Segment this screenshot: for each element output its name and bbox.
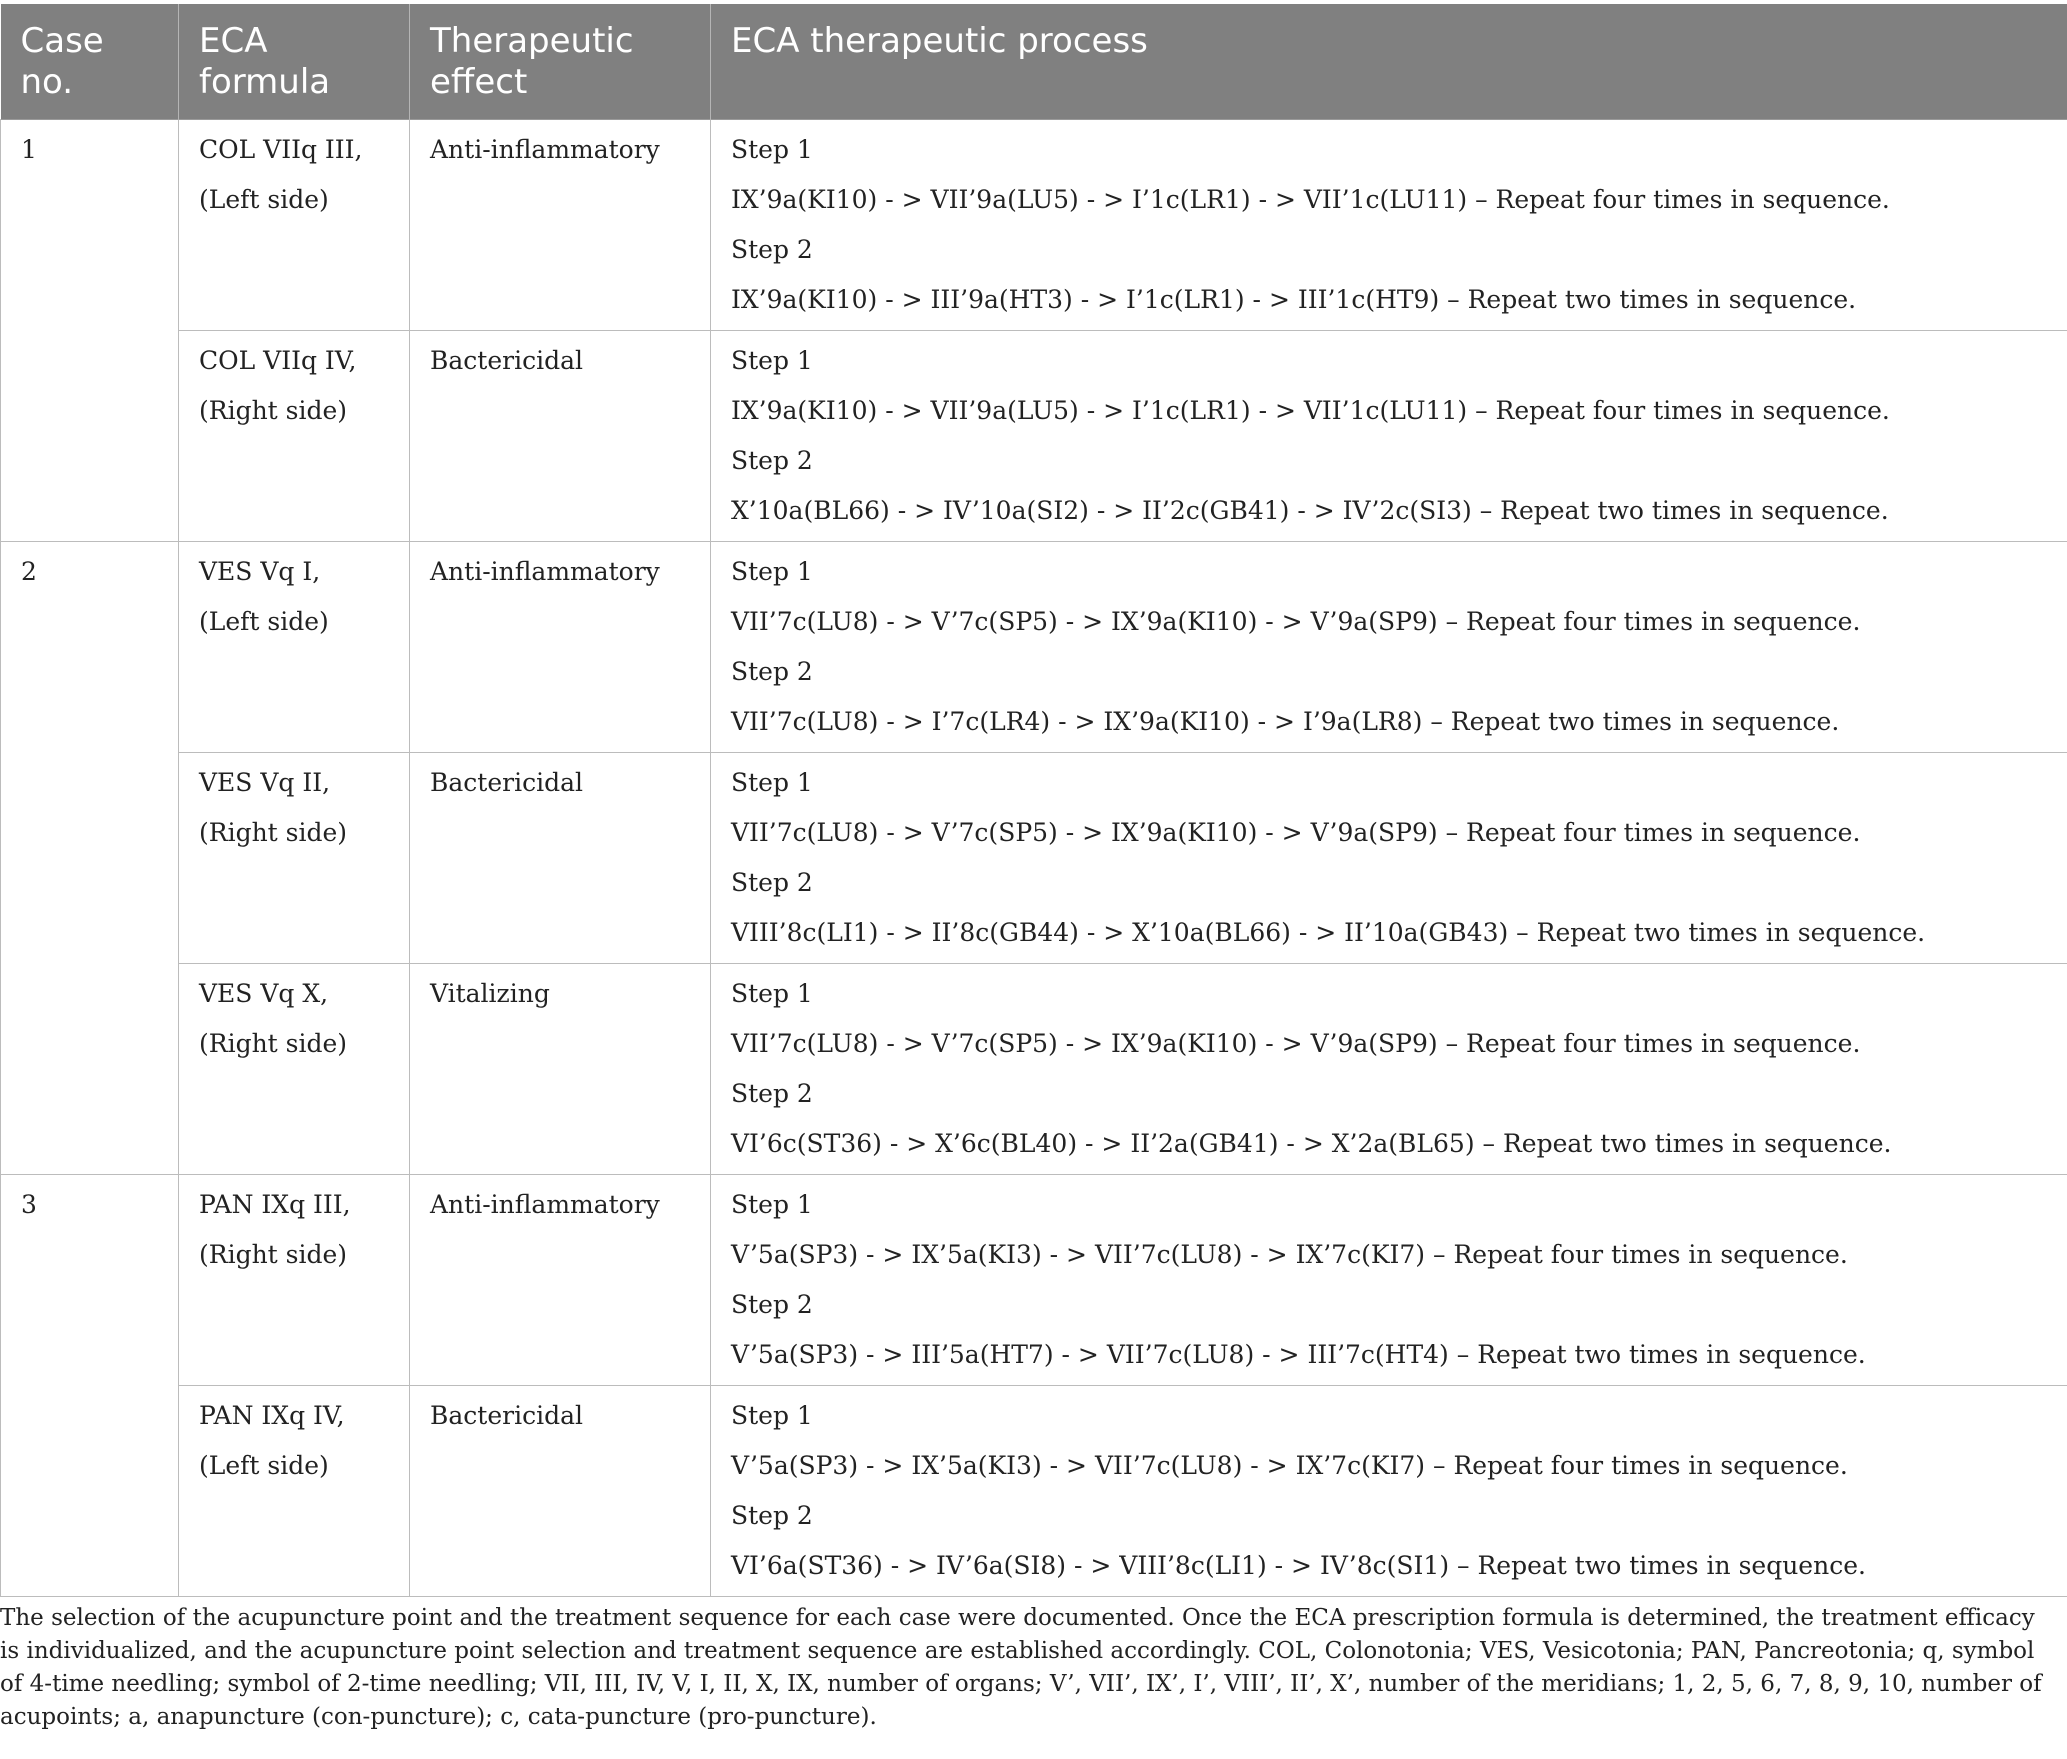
table-footnote: The selection of the acupuncture point and the treatment sequence for each case were documented. Once the ECA prescription formula is determined, the treatment efficacy is individualized, and the acupuncture point selection and treatment sequence are established accordingly. COL, Colonotonia; VES, Vesicotonia; PAN, Pancreotonia; q, symbol of 4-time needling; symbol of 2-time needling; VII, III, IV, V, I, II, X, IX, number of organs; V’, VII’, IX’, I’, VIII’, II’, X’, number of the meridians; 1, 2, 5, 6, 7, 8, 9, 10, number of acupoints; a, anapuncture (con-puncture); c, cata-puncture (pro-puncture). [0,1605,2042,1730]
header-eca-formula: ECA formula [179,4,410,120]
effect-cell: Vitalizing [410,964,711,1175]
formula-cell: VES Vq X, (Right side) [179,964,410,1175]
case-number-cell: 3 [1,1175,179,1597]
case-number-cell: 1 [1,120,179,542]
table-row [1,331,2067,542]
header-row [1,4,2067,120]
process-cell: Step 1 V’5a(SP3) - > IX’5a(KI3) - > VII’7c(LU8) - > IX’7c(KI7) – Repeat four times in sequence. Step 2 VI’6a(ST36) - > IV’6a(SI8) - > VIII’8c(LI1) - > IV’8c(SI1) – Repeat two times in sequence. [711,1386,2067,1597]
header-therapeutic-effect: Therapeutic effect [410,4,711,120]
effect-cell: Anti-inflammatory [410,542,711,753]
formula-cell: VES Vq II, (Right side) [179,753,410,964]
formula-cell: PAN IXq IV, (Left side) [179,1386,410,1597]
effect-cell: Bactericidal [410,1386,711,1597]
table-row [1,120,2067,331]
effect-cell: Anti-inflammatory [410,1175,711,1386]
table-row [1,964,2067,1175]
process-cell: Step 1 VII’7c(LU8) - > V’7c(SP5) - > IX’9a(KI10) - > V’9a(SP9) – Repeat four times in sequence. Step 2 VII’7c(LU8) - > I’7c(LR4) - > IX’9a(KI10) - > I’9a(LR8) – Repeat two times in sequence. [711,542,2067,753]
formula-cell: COL VIIq IV, (Right side) [179,331,410,542]
process-cell: Step 1 V’5a(SP3) - > IX’5a(KI3) - > VII’7c(LU8) - > IX’7c(KI7) – Repeat four times in sequence. Step 2 V’5a(SP3) - > III’5a(HT7) - > VII’7c(LU8) - > III’7c(HT4) – Repeat two times in sequence. [711,1175,2067,1386]
header-eca-process: ECA therapeutic process [711,4,2067,120]
table-row [1,753,2067,964]
case-number-cell: 2 [1,542,179,1175]
effect-cell: Anti-inflammatory [410,120,711,331]
effect-cell: Bactericidal [410,753,711,964]
process-cell: Step 1 IX’9a(KI10) - > VII’9a(LU5) - > I’1c(LR1) - > VII’1c(LU11) – Repeat four times in sequence. Step 2 X’10a(BL66) - > IV’10a(SI2) - > II’2c(GB41) - > IV’2c(SI3) – Repeat two times in sequence. [711,331,2067,542]
effect-cell: Bactericidal [410,331,711,542]
formula-cell: PAN IXq III, (Right side) [179,1175,410,1386]
header-case-no: Case no. [1,4,179,120]
process-cell: Step 1 VII’7c(LU8) - > V’7c(SP5) - > IX’9a(KI10) - > V’9a(SP9) – Repeat four times in sequence. Step 2 VI’6c(ST36) - > X’6c(BL40) - > II’2a(GB41) - > X’2a(BL65) – Repeat two times in sequence. [711,964,2067,1175]
process-cell: Step 1 IX’9a(KI10) - > VII’9a(LU5) - > I’1c(LR1) - > VII’1c(LU11) – Repeat four times in sequence. Step 2 IX’9a(KI10) - > III’9a(HT3) - > I’1c(LR1) - > III’1c(HT9) – Repeat two times in sequence. [711,120,2067,331]
table-row [1,542,2067,753]
formula-cell: COL VIIq III, (Left side) [179,120,410,331]
formula-cell: VES Vq I, (Left side) [179,542,410,753]
table-container [0,4,2067,1597]
eca-table [0,4,2067,1597]
table-row [1,1175,2067,1386]
process-cell: Step 1 VII’7c(LU8) - > V’7c(SP5) - > IX’9a(KI10) - > V’9a(SP9) – Repeat four times in sequence. Step 2 VIII’8c(LI1) - > II’8c(GB44) - > X’10a(BL66) - > II’10a(GB43) – Repeat two times in sequence. [711,753,2067,964]
table-row [1,1386,2067,1597]
